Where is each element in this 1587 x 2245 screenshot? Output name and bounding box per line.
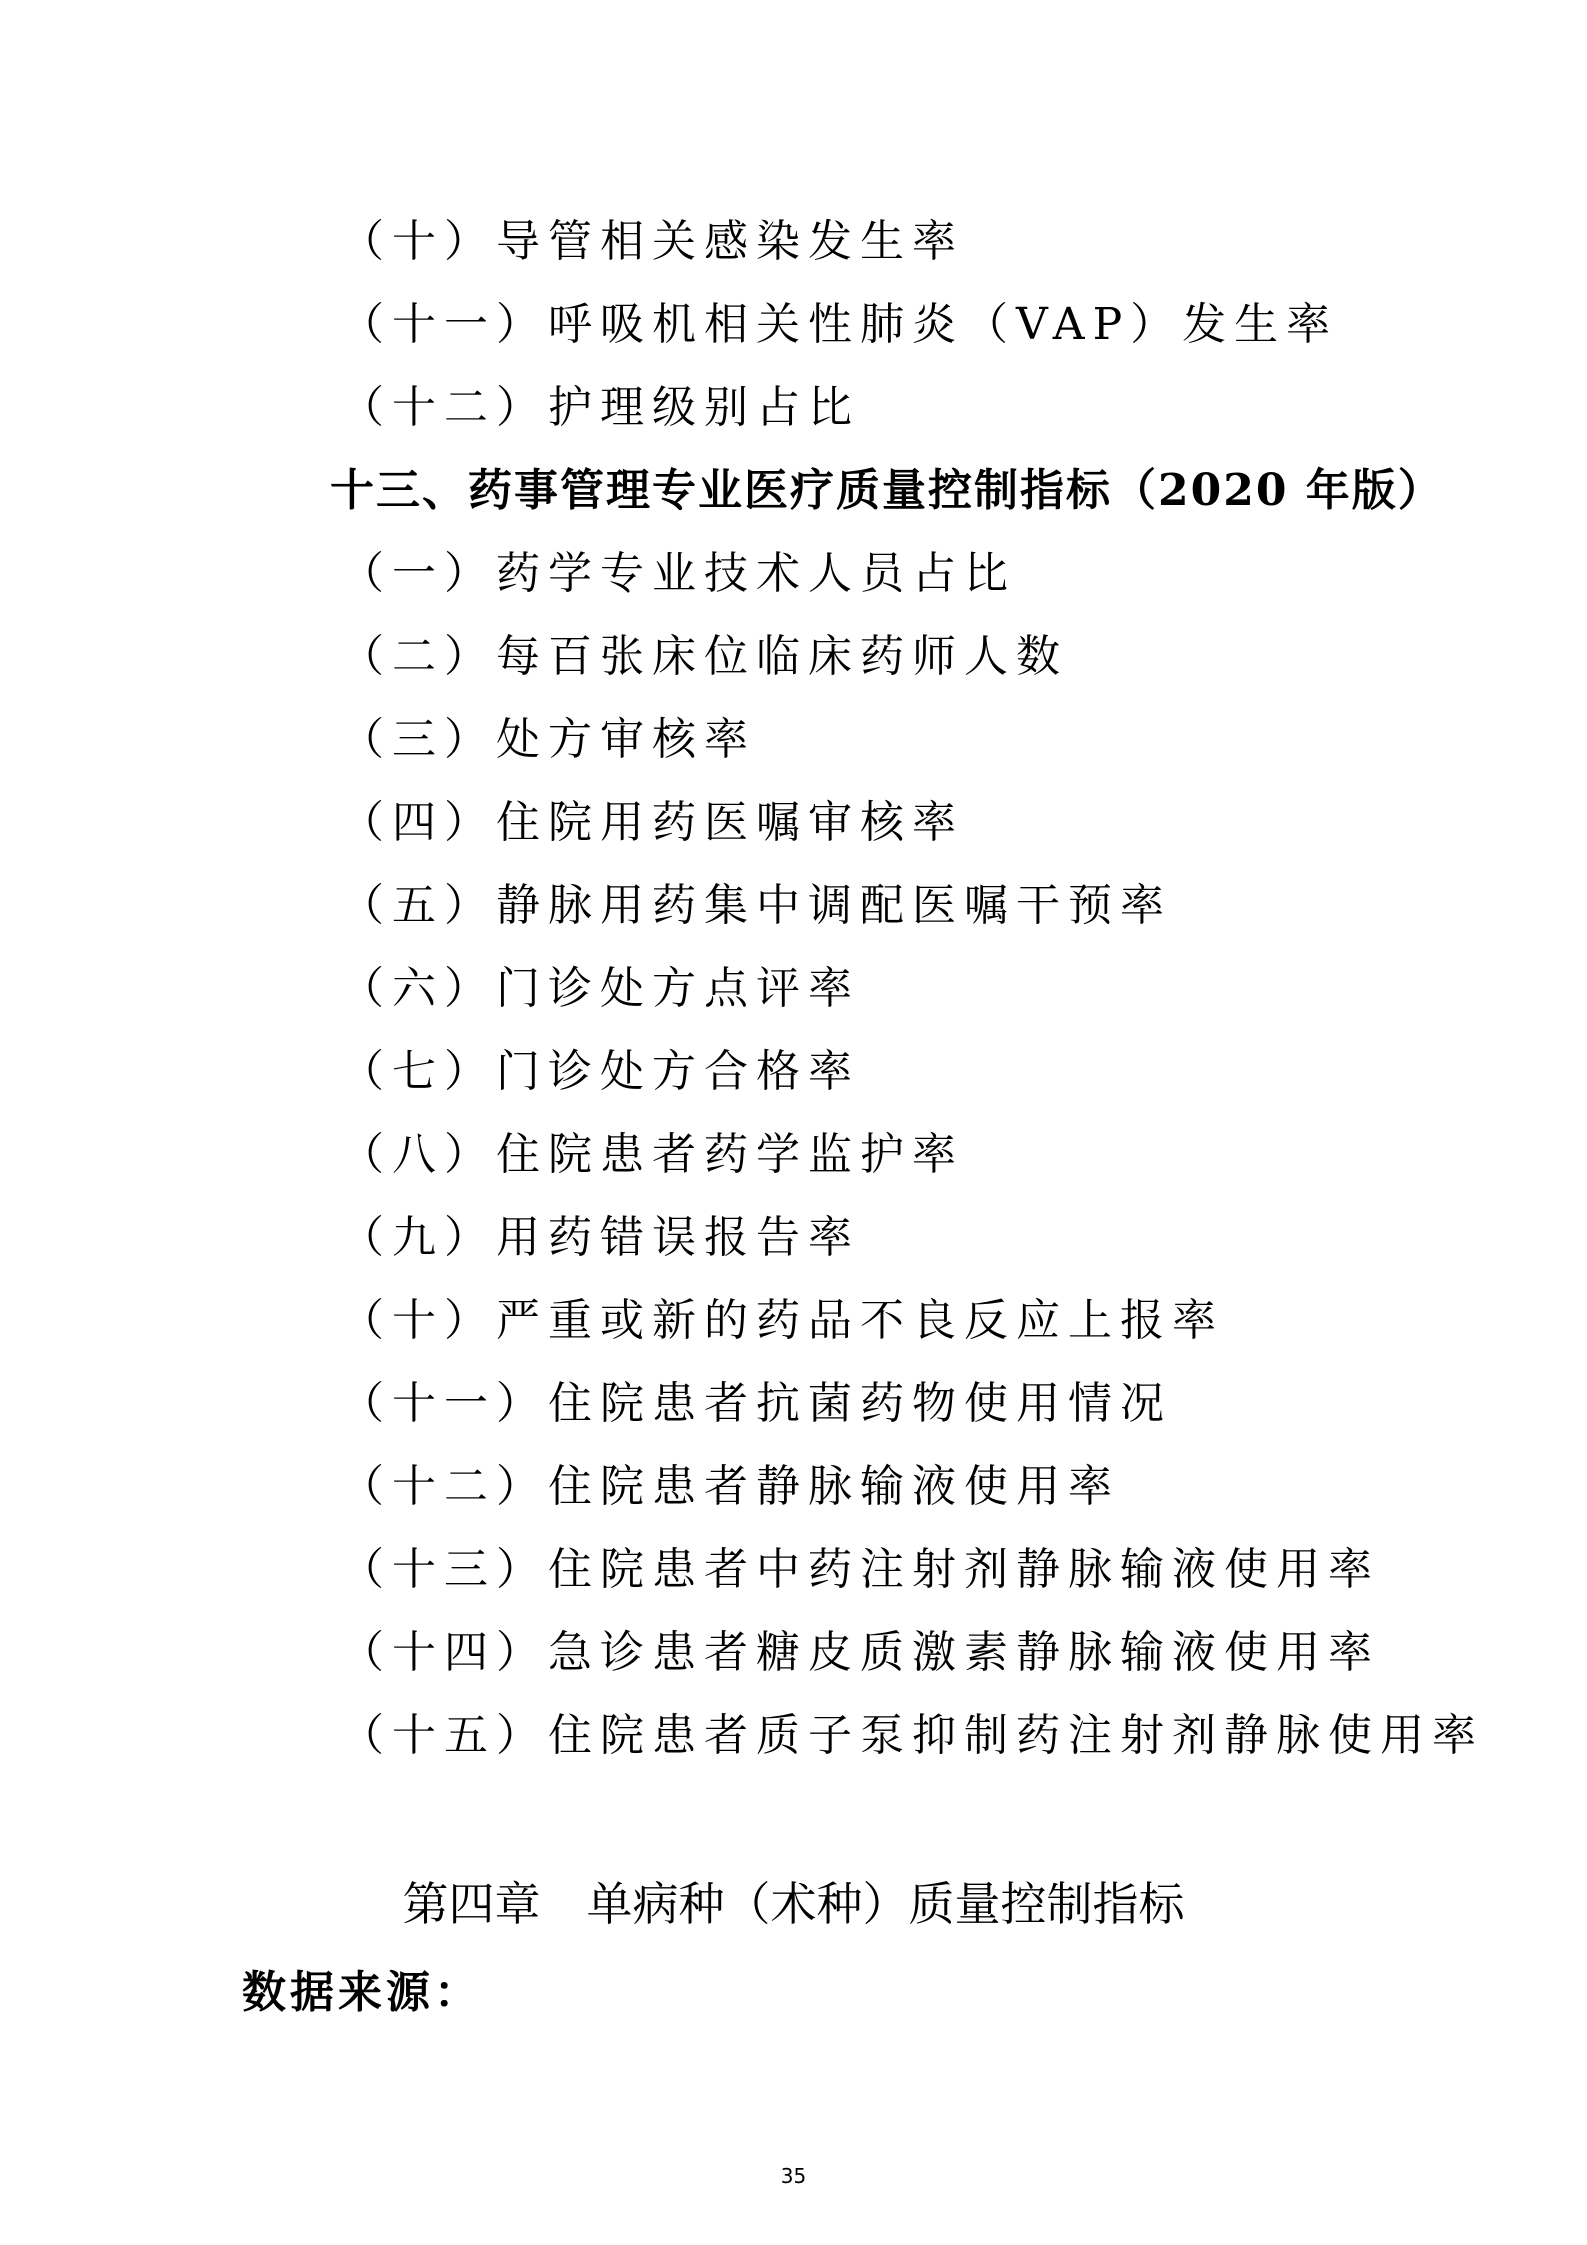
- page-number: 35: [780, 2164, 807, 2188]
- list-item: （九）用药错误报告率: [340, 1212, 860, 1263]
- list-item: （十）导管相关感染发生率: [340, 216, 964, 267]
- list-item: （八）住院患者药学监护率: [340, 1129, 964, 1180]
- list-item: （十一）住院患者抗菌药物使用情况: [340, 1378, 1172, 1429]
- list-item: （六）门诊处方点评率: [340, 963, 860, 1014]
- chapter-title: 第四章 单病种（术种）质量控制指标: [402, 1877, 1185, 1931]
- list-item: （十二）住院患者静脉输液使用率: [340, 1461, 1120, 1512]
- list-item: （一）药学专业技术人员占比: [340, 548, 1016, 599]
- section-heading: 十三、药事管理专业医疗质量控制指标（2020 年版）: [330, 465, 1444, 516]
- list-item: （二）每百张床位临床药师人数: [340, 631, 1068, 682]
- list-item: （十）严重或新的药品不良反应上报率: [340, 1295, 1224, 1346]
- list-item: （十五）住院患者质子泵抑制药注射剂静脉使用率: [340, 1710, 1484, 1761]
- list-item: （十一）呼吸机相关性肺炎（VAP）发生率: [340, 299, 1339, 350]
- list-item: （十三）住院患者中药注射剂静脉输液使用率: [340, 1544, 1380, 1595]
- list-item: （三）处方审核率: [340, 714, 756, 765]
- list-item: （七）门诊处方合格率: [340, 1046, 860, 1097]
- list-item: （四）住院用药医嘱审核率: [340, 797, 964, 848]
- list-item: （十四）急诊患者糖皮质激素静脉输液使用率: [340, 1627, 1380, 1678]
- list-item: （五）静脉用药集中调配医嘱干预率: [340, 880, 1172, 931]
- list-item: （十二）护理级别占比: [340, 382, 860, 433]
- data-source-label: 数据来源：: [242, 1967, 482, 2018]
